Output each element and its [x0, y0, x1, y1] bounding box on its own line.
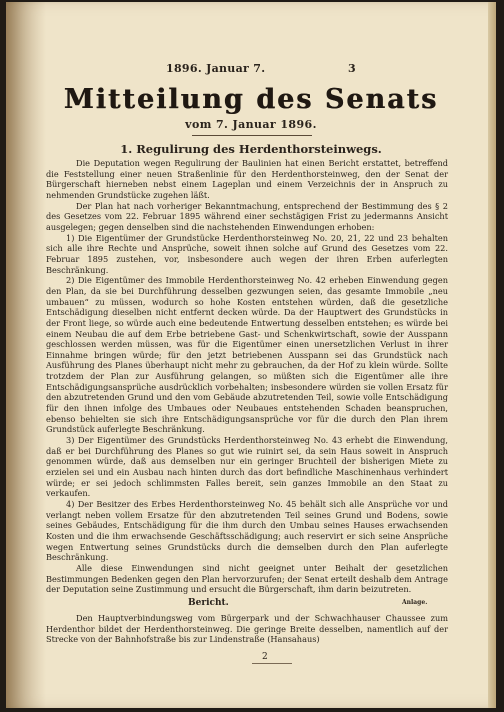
paragraph-objection-3: 3) Der Eigentümer des Grundstücks Herdenthorsteinweg No. 43 erhebt die Einwendung, daß er bei Durchführung des Planes so gut wie ruinirt sei, da sein Haus soweit in Anspruch genommen würde, daß aus demselben nur ein geringer Bruchteil der bisherigen Miete zu erzielen sei und ein Ausbau nach hinten durch das dort befindliche Maschinenhaus verhindert würde; er sei jedoch schlimmsten Falles bereit, sein ganzes Immobile an den Staat zu verkaufen. [46, 435, 448, 499]
section-heading: 1. Regulirung des Herdenthorsteinwegs. [120, 142, 382, 156]
page-number: 3 [348, 62, 356, 75]
report-paragraph: Den Hauptverbindungsweg vom Bürgerpark und der Schwachhauser Chaussee zum Herdenthor bildet der Herdenthorsteinweg. Die geringe Breite desselben, namentlich auf der Strecke von der Bahnhofstraße bis zur Lindenstraße (Hansahaus) [46, 613, 448, 645]
paragraph-conclusion: Alle diese Einwendungen sind nicht geeignet unter Beihalt der gesetzlichen Bestimmungen Bedenken gegen den Plan hervorzurufen; der Senat erteilt deshalb dem Antrage der Deputation seine Zustimmung und ersucht die Bürgerschaft, ihm darin beizutreten. [46, 562, 448, 595]
header-date: 1896. Januar 7. [166, 62, 266, 75]
margin-note: Anlage. [402, 599, 428, 606]
paragraph-objection-1: 1) Die Eigentümer der Grundstücke Herdenthorsteinweg No. 20, 21, 22 und 23 behalten sich alle ihre Rechte und Ansprüche, soweit ihnen solche auf Grund des Gesetzes vom 22. Februar 1895 zustehen, vor, insbesondere auch wegen der ihren Erben auferlegten Beschränkung. [46, 232, 448, 275]
document-title: Mitteilung des Senats [63, 84, 439, 115]
footer-rule [252, 663, 292, 664]
signature-mark: 2 [262, 652, 268, 662]
document-page [6, 2, 496, 708]
report-heading: Bericht. [188, 598, 229, 608]
report-text [46, 613, 448, 645]
paragraph-intro: Die Deputation wegen Regulirung der Baulinien hat einen Bericht erstattet, betreffend die Feststellung einer neuen Straßenlinie für den Herdenthorsteinweg, den der Senat der Bürgerschaft hierneben nebst einem Lageplan und einem Verzeichnis der in Anspruch zu nehmenden Grundstücke zugehen läßt. [46, 158, 448, 200]
document-subtitle: vom 7. Januar 1896. [185, 118, 317, 131]
paragraph-plan: Der Plan hat nach vorheriger Bekanntmachung, entsprechend der Bestimmung des § 2 des Gesetzes vom 22. Februar 1895 während einer sechstägigen Frist zu jedermanns Ansicht ausgelegen; gegen denselben sind die nachstehenden Einwendungen erhoben: [46, 200, 448, 232]
paragraph-objection-4: 4) Der Besitzer des Erbes Herdenthorsteinweg No. 45 behält sich alle Ansprüche vor und verlangt neben vollem Ersatze für den abzutretenden Teil seines Grund und Bodens, sowie seines Gebäudes, Entschädigung für die ihm durch den Umbau seines Hauses erwachsenden Kosten und die ihm erwachsende Geschäftsschädigung; auch reservirt er sich seine Ansprüche wegen Entwertung seines Grundstücks durch die demselben durch den Plan auferlegte Beschränkung. [46, 499, 448, 563]
paragraph-objection-2: 2) Die Eigentümer des Immobile Herdenthorsteinweg No. 42 erheben Einwendung gegen den Plan, da sie bei Durchführung desselben gezwungen seien, das gesamte Immobile „neu umbauen“ zu müssen, wodurch so hohe Kosten entstehen würden, daß die gesetzliche Entschädigung dieselben nicht entfernt decken würde. Da der Hauptwert des Grundstücks in der Front liege, so würde auch eine bedeutende Entwertung desselben entstehen; es würde bei einem Neubau die auf dem Erbe betriebene Gast- und Schenkwirtschaft, sowie der Ausspann geschlossen werden müssen, was für die Eigentümer einen unersetzlichen Verlust in ihrer Einnahme bringen würde; für den jetzt betriebenen Ausspann sei das Grundstück nach Ausführung des Planes überhaupt nicht mehr zu gebrauchen, da der Hof zu klein würde. Sollte trotzdem der Plan zur Ausführung gelangen, so müßten sich die Eigentümer alle ihre Entschädigungsansprüche ausdrücklich vorbehalten; insbesondere würden sie vollen Ersatz für den abzutretenden Grund und den vom Gebäude abzutretenden Teil, sowie volle Entschädigung für den ihnen infolge des Umbaues oder Neubaues entstehenden Schaden beanspruchen, ebenso behielten sie sich ihre Entschädigungsansprüche vor für die durch den Plan ihrem Grundstück auferlegte Beschränkung. [46, 275, 448, 435]
body-text [46, 158, 448, 595]
title-divider [192, 135, 312, 136]
report-heading-row [46, 598, 486, 612]
